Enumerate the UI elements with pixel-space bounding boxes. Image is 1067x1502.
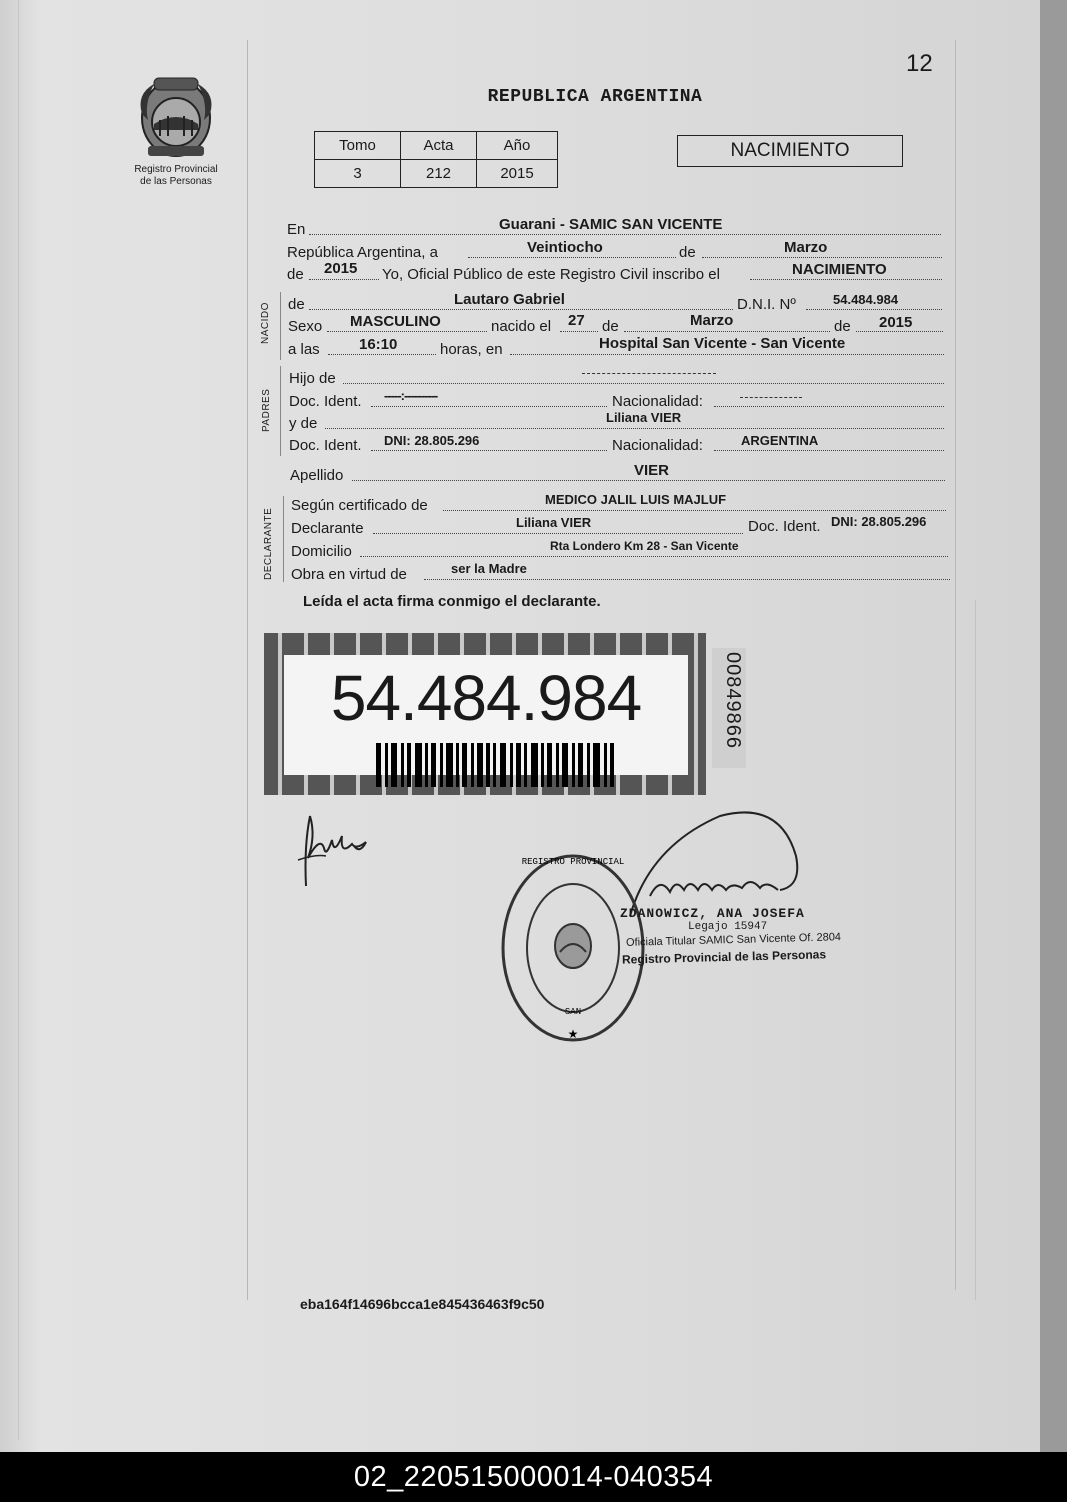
official-department: Registro Provincial de las Personas xyxy=(621,947,827,967)
father-nationality-dash xyxy=(740,397,802,398)
a-las-label: a las xyxy=(288,341,320,358)
anio-value: 2015 xyxy=(477,160,558,188)
apellido-label: Apellido xyxy=(290,467,344,484)
margin-line xyxy=(247,40,248,1300)
nacido-de-label: de xyxy=(288,296,305,313)
crest-caption xyxy=(118,164,234,188)
birth-place-value: Hospital San Vicente - San Vicente xyxy=(599,335,846,352)
birth-year-value: 2015 xyxy=(879,314,913,331)
serial-number: 00849866 xyxy=(722,652,744,749)
certificado-value: MEDICO JALIL LUIS MAJLUF xyxy=(545,492,727,507)
nacido-el-label: nacido el xyxy=(491,318,552,335)
dotted-line xyxy=(309,279,379,280)
child-name-value: Lautaro Gabriel xyxy=(454,291,565,308)
dotted-line xyxy=(328,354,436,355)
horas-label: horas, en xyxy=(440,341,503,358)
margin-line-right-2 xyxy=(975,600,976,1300)
dotted-line xyxy=(560,331,598,332)
dotted-line xyxy=(325,428,944,429)
declarante-section-label: DECLARANTE xyxy=(263,507,274,580)
crest-caption-line2: de las Personas xyxy=(140,176,212,187)
scan-footer-id: 02_220515000014-040354 xyxy=(353,1461,714,1493)
domicilio-label: Domicilio xyxy=(291,543,352,560)
hijo-de-label: Hijo de xyxy=(289,370,336,387)
de-label-3: de xyxy=(834,318,851,335)
dotted-line xyxy=(714,406,944,407)
place-value: Guarani - SAMIC SAN VICENTE xyxy=(499,216,723,233)
margin-line-right xyxy=(955,40,956,1290)
scan-footer-bar xyxy=(0,1452,1067,1502)
apellido-value: VIER xyxy=(634,462,670,479)
declarante-doc-label: Doc. Ident. xyxy=(748,518,821,535)
dotted-line xyxy=(371,450,607,451)
month-value: Marzo xyxy=(784,239,828,256)
dotted-line xyxy=(750,279,942,280)
provincial-crest-logo xyxy=(134,74,218,160)
id-number-sticker xyxy=(264,633,706,795)
obra-label: Obra en virtud de xyxy=(291,566,407,583)
page-fold xyxy=(18,0,19,1440)
document-hash: eba164f14696bcca1e845436463f9c50 xyxy=(300,1296,545,1312)
dotted-line xyxy=(510,354,944,355)
dotted-line xyxy=(343,383,944,384)
svg-text:REGISTRO PROVINCIAL: REGISTRO PROVINCIAL xyxy=(521,857,625,867)
handwritten-signature-left xyxy=(296,806,376,896)
svg-text:SAN: SAN xyxy=(564,1007,582,1017)
dotted-line xyxy=(856,331,943,332)
birth-month-value: Marzo xyxy=(690,312,734,329)
dotted-line xyxy=(352,480,945,481)
domicilio-value: Rta Londero Km 28 - San Vicente xyxy=(550,539,739,553)
dotted-line xyxy=(309,234,941,235)
day-words-value: Veintiocho xyxy=(527,239,603,256)
year-value: 2015 xyxy=(324,260,358,277)
dotted-line xyxy=(309,309,733,310)
reference-table xyxy=(314,131,558,188)
sexo-label: Sexo xyxy=(288,318,323,335)
de-label-2: de xyxy=(602,318,619,335)
dotted-line xyxy=(327,331,487,332)
barcode xyxy=(376,743,614,787)
dotted-line xyxy=(624,331,830,332)
dotted-line xyxy=(424,579,950,580)
act-type-box: NACIMIENTO xyxy=(677,135,903,167)
svg-text:★: ★ xyxy=(567,1027,579,1041)
doc-ident-label: Doc. Ident. xyxy=(289,393,362,410)
dotted-line xyxy=(373,533,743,534)
official-role: Oficiala Titular SAMIC San Vicente Of. 2804 xyxy=(625,931,842,949)
dotted-line xyxy=(468,257,676,258)
dotted-line xyxy=(702,257,942,258)
dotted-line xyxy=(360,556,948,557)
crest-caption-line1: Registro Provincial xyxy=(134,164,218,175)
mother-name-value: Liliana VIER xyxy=(606,410,682,425)
declarante-label: Declarante xyxy=(291,520,364,537)
padres-section-label: PADRES xyxy=(261,388,272,432)
official-legajo: Legajo 15947 xyxy=(688,921,768,933)
mother-doc-value: DNI: 28.805.296 xyxy=(384,433,480,448)
dni-label: D.N.I. Nº xyxy=(737,296,796,313)
nacionalidad-label: Nacionalidad: xyxy=(612,393,703,410)
acta-header: Acta xyxy=(401,132,477,160)
page-number: 12 xyxy=(906,50,933,77)
document-title: REPUBLICA ARGENTINA xyxy=(487,87,703,107)
official-name: ZDANOWICZ, ANA JOSEFA xyxy=(620,906,805,921)
nacido-section-label: NACIDO xyxy=(260,302,271,344)
anio-header: Año xyxy=(477,132,558,160)
obra-value: ser la Madre xyxy=(451,561,527,576)
father-blank-dash xyxy=(582,373,716,374)
de-label: de xyxy=(679,244,696,261)
time-value: 16:10 xyxy=(359,336,398,353)
page-edge xyxy=(1040,0,1067,1452)
tomo-header: Tomo xyxy=(315,132,401,160)
de2-label: de xyxy=(287,266,304,283)
certificado-label: Según certificado de xyxy=(291,497,428,514)
y-de-label: y de xyxy=(289,415,318,432)
dotted-line xyxy=(806,309,942,310)
inscribed-value: NACIMIENTO xyxy=(792,261,887,278)
declarante-doc-value: DNI: 28.805.296 xyxy=(831,514,927,529)
doc-ident-label-2: Doc. Ident. xyxy=(289,437,362,454)
dotted-line xyxy=(443,510,946,511)
father-doc-value: -----:---------- xyxy=(384,388,438,403)
tomo-value: 3 xyxy=(315,160,401,188)
statement-text: Yo, Oficial Público de este Registro Civil inscribo el xyxy=(382,266,720,283)
closing-statement: Leída el acta firma conmigo el declarante. xyxy=(303,593,601,610)
sticker-inner xyxy=(284,655,688,775)
sexo-value: MASCULINO xyxy=(350,313,441,330)
dotted-line xyxy=(714,450,944,451)
mother-nationality-value: ARGENTINA xyxy=(741,433,819,448)
birth-day-value: 27 xyxy=(568,312,585,329)
nacionalidad-label-2: Nacionalidad: xyxy=(612,437,703,454)
child-dni-value: 54.484.984 xyxy=(833,292,899,307)
dotted-line xyxy=(371,406,607,407)
republica-label: República Argentina, a xyxy=(287,244,438,261)
declarante-name-value: Liliana VIER xyxy=(516,515,592,530)
acta-value: 212 xyxy=(401,160,477,188)
en-label: En xyxy=(287,221,306,238)
id-number: 54.484.984 xyxy=(330,662,642,734)
